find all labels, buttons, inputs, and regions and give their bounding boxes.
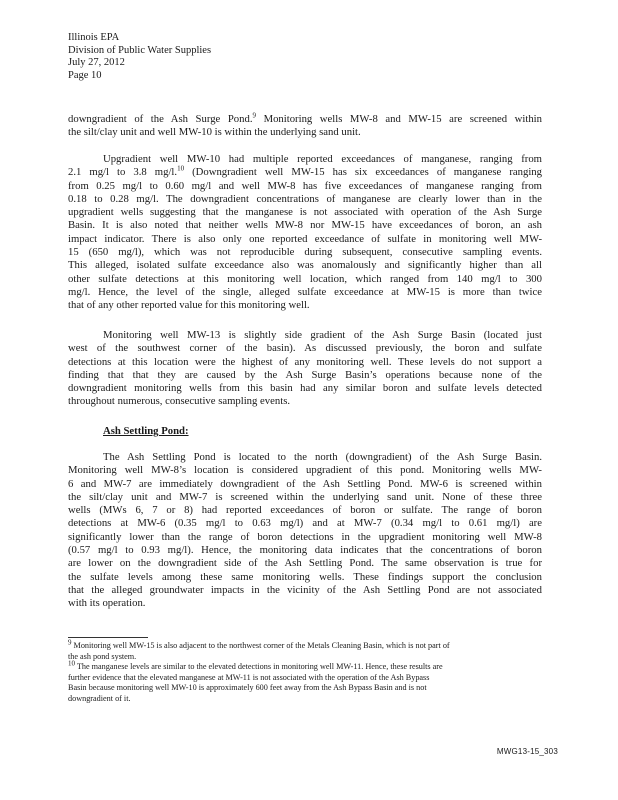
text-line: that of any other reported value for this monitoring well. xyxy=(68,299,310,312)
footnotes xyxy=(68,638,542,705)
text-line: 6 and MW-7 are immediately downgradient of the Ash Settling Pond. MW-6 is screened within xyxy=(68,477,542,490)
text-line: from 0.25 mg/l to 0.60 mg/l and well MW-8 has five exceedances of manganese ranging from xyxy=(68,179,542,192)
text-line: detections at this location were the highest of any monitoring well. These levels do not support a xyxy=(68,355,542,368)
footnote-9: $^9$ Monitoring well MW-15 is also adjacent to the northwest corner of the Metals Cleaning Basin, which is not part of xyxy=(68,638,450,650)
text-line: Upgradient well MW-10 had multiple reported exceedances of manganese, ranging from xyxy=(103,153,542,165)
text-line: with its operation. xyxy=(68,597,146,610)
text-line: impact indicator. There is also only one reported exceedance of sulfate in monitoring well MW- xyxy=(68,232,542,245)
footnote-ref-10: 10 xyxy=(177,164,185,173)
text-line: upgradient wells suggesting that the manganese is not associated with operation of the Ash Surge xyxy=(68,206,542,219)
section-heading: Ash Settling Pond: xyxy=(103,425,189,437)
text-line: downgradient monitoring wells from this basin had any similar boron and sulfate levels detected xyxy=(68,382,542,395)
text-line: finding that that they are caused by the Ash Surge Basin’s operations because none of the xyxy=(68,368,542,381)
text-line: throughout numerous, consecutive sampling events. xyxy=(68,395,291,408)
text-line: Monitoring well MW-8’s location is considered upgradient of this pond. Monitoring wells MW- xyxy=(68,464,542,477)
text-line: significantly lower than the range of boron detections in the upgradient monitoring well MW-8 xyxy=(68,530,542,543)
text-line: that the alleged groundwater impacts in the vicinity of the Ash Settling Pond are not associated xyxy=(68,583,542,596)
footnote-ref-9: 9 xyxy=(252,111,257,120)
text-line: (0.57 mg/l to 0.93 mg/l). Hence, the monitoring data indicates that the concentrations of boron xyxy=(68,544,542,557)
header-division: Division of Public Water Supplies xyxy=(68,44,212,56)
footnote-line: Basin because monitoring well MW-10 is approximately 600 feet away from the Ash Bypass Basin and is not xyxy=(68,683,427,693)
paragraph-3 xyxy=(68,329,542,409)
text-line: detections at MW-6 (0.35 mg/l to 0.63 mg/l) and at MW-7 (0.34 mg/l to 0.61 mg/l) are xyxy=(68,517,542,530)
letter-header xyxy=(68,32,211,82)
paragraph-4 xyxy=(68,451,542,611)
text-line: the silt/clay unit and MW-7 is screened within the underlying sand unit. None of these three xyxy=(68,490,542,503)
bates-number: MWG13-15_303 xyxy=(496,747,558,756)
footnote-10: $^{10}$ The manganese levels are similar to the elevated detections in monitoring well MW-11. Hence, these results are xyxy=(68,659,443,672)
text-line: Basin. It is also noted that neither wells MW-8 nor MW-15 have exceedances of boron, an ash xyxy=(68,219,542,232)
footnote-line: downgradient of it. xyxy=(68,693,131,703)
text-line: west of the southwest corner of the basin). As discussed previously, the boron and sulfate xyxy=(68,342,542,355)
header-agency: Illinois EPA xyxy=(68,32,120,43)
text-line: 2.1 mg/l to 3.8 mg/l.$^{10}$ (Downgradient well MW-15 has six exceedances of manganese ranging xyxy=(68,164,542,179)
text-line: mg/l. Hence, the level of the single, alleged sulfate exceedance at MW-15 is more than twice xyxy=(68,285,542,298)
text-line: 0.18 to 0.28 mg/l. The downgradient concentrations of manganese are clearly lower than in the xyxy=(68,192,542,205)
text-line: are lower on the downgradient side of the Ash Settling Pond. The same observation is true for xyxy=(68,557,542,570)
text-line: This alleged, isolated sulfate exceedance also was anomalously and significantly higher than all xyxy=(68,259,542,272)
text-line: downgradient of the Ash Surge Pond.$^9$ Monitoring wells MW-8 and MW-15 are screened within xyxy=(68,111,542,125)
text-line: wells (MWs 6, 7 or 8) had reported exceedances of boron or sulfate. The range of boron xyxy=(68,504,542,517)
paragraph-2 xyxy=(68,153,542,313)
text-line: the sulfate levels among these same monitoring wells. These findings support the conclusion xyxy=(68,570,542,583)
footnote-line: further evidence that the elevated manganese at MW-11 is not associated with the operation of the Ash Bypass xyxy=(68,672,430,682)
text-line: 15 (650 mg/l), which was not reproducible during subsequent, consecutive sampling events. xyxy=(68,246,542,259)
header-page: Page 10 xyxy=(68,69,102,81)
header-date: July 27, 2012 xyxy=(68,57,125,69)
text-line: The Ash Settling Pond is located to the north (downgradient) of the Ash Surge Basin. xyxy=(103,451,542,463)
footnote-divider xyxy=(68,637,148,638)
text-line: the silt/clay unit and well MW-10 is within the underlying sand unit. xyxy=(68,126,361,139)
paragraph-1 xyxy=(68,113,542,140)
text-line: other sulfate detections at this monitoring well location, which ranged from 140 mg/l to 300 xyxy=(68,272,542,285)
text-line: Monitoring well MW-13 is slightly side gradient of the Ash Surge Basin (located just xyxy=(103,329,542,341)
footnote-line: the ash pond system. xyxy=(68,651,137,661)
